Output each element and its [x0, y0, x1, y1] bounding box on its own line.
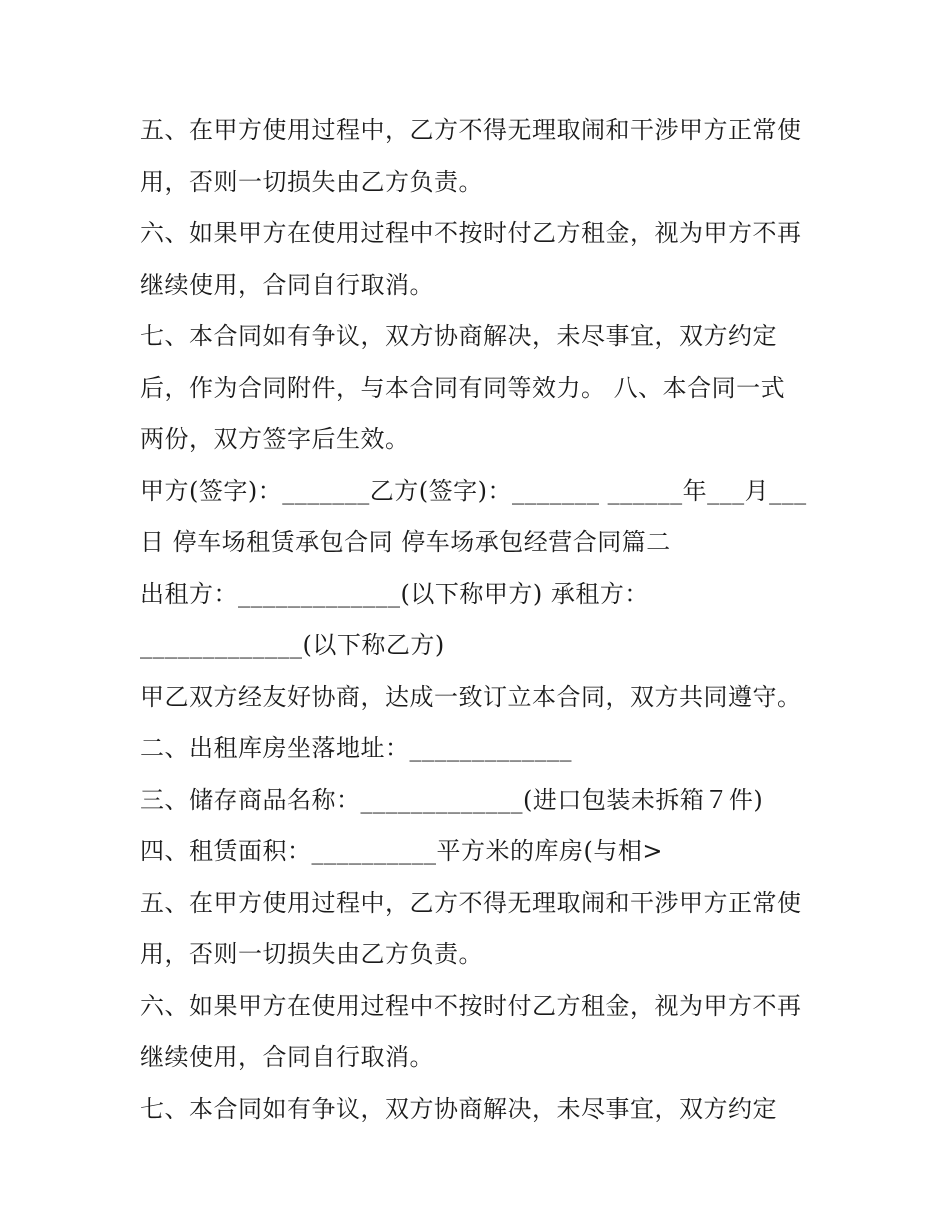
- lease-area-line: 四、租赁面积：__________平方米的库房(与相>: [140, 837, 663, 865]
- warehouse-address-line: 二、出租库房坐落地址：_____________: [140, 734, 572, 762]
- clause-6-line-2: 继续使用，合同自行取消。: [140, 270, 434, 299]
- clause-6-line-1: 六、如果甲方在使用过程中不按时付乙方租金，视为甲方不再: [140, 219, 802, 247]
- lessor-line: 出租方：_____________(以下称甲方) 承租方：: [140, 579, 649, 608]
- signature-line: 甲方(签字)：_______乙方(签字)：_______ ______年___月___: [140, 476, 807, 505]
- agreement-intro-line: 甲乙双方经友好协商，达成一致订立本合同，双方共同遵守。: [140, 682, 802, 711]
- clause-5-repeat-line-1: 五、在甲方使用过程中，乙方不得无理取闹和干涉甲方正常使: [140, 888, 802, 917]
- clause-7-repeat-line-1: 七、本合同如有争议，双方协商解决，未尽事宜，双方约定: [140, 1094, 777, 1123]
- goods-name-line: 三、储存商品名称：_____________(进口包装未拆箱７件): [140, 785, 764, 814]
- clause-8-line: 两份，双方签字后生效。: [140, 425, 410, 453]
- clause-5-line-2: 用，否则一切损失由乙方负责。: [140, 167, 483, 196]
- section-heading-line: 日 停车场租赁承包合同 停车场承包经营合同篇二: [140, 528, 671, 556]
- clause-7-line-1: 七、本合同如有争议，双方协商解决，未尽事宜，双方约定: [140, 322, 777, 350]
- clause-6-repeat-line-2: 继续使用，合同自行取消。: [140, 1043, 434, 1071]
- clause-7-line-2: 后，作为合同附件，与本合同有同等效力。 八、本合同一式: [140, 373, 786, 402]
- clause-6-repeat-line-1: 六、如果甲方在使用过程中不按时付乙方租金，视为甲方不再: [140, 991, 802, 1020]
- clause-5-repeat-line-2: 用，否则一切损失由乙方负责。: [140, 940, 483, 968]
- document-body: [140, 105, 820, 1135]
- lessee-line: _____________(以下称乙方): [140, 631, 445, 659]
- clause-5-line-1: 五、在甲方使用过程中，乙方不得无理取闹和干涉甲方正常使: [140, 116, 802, 144]
